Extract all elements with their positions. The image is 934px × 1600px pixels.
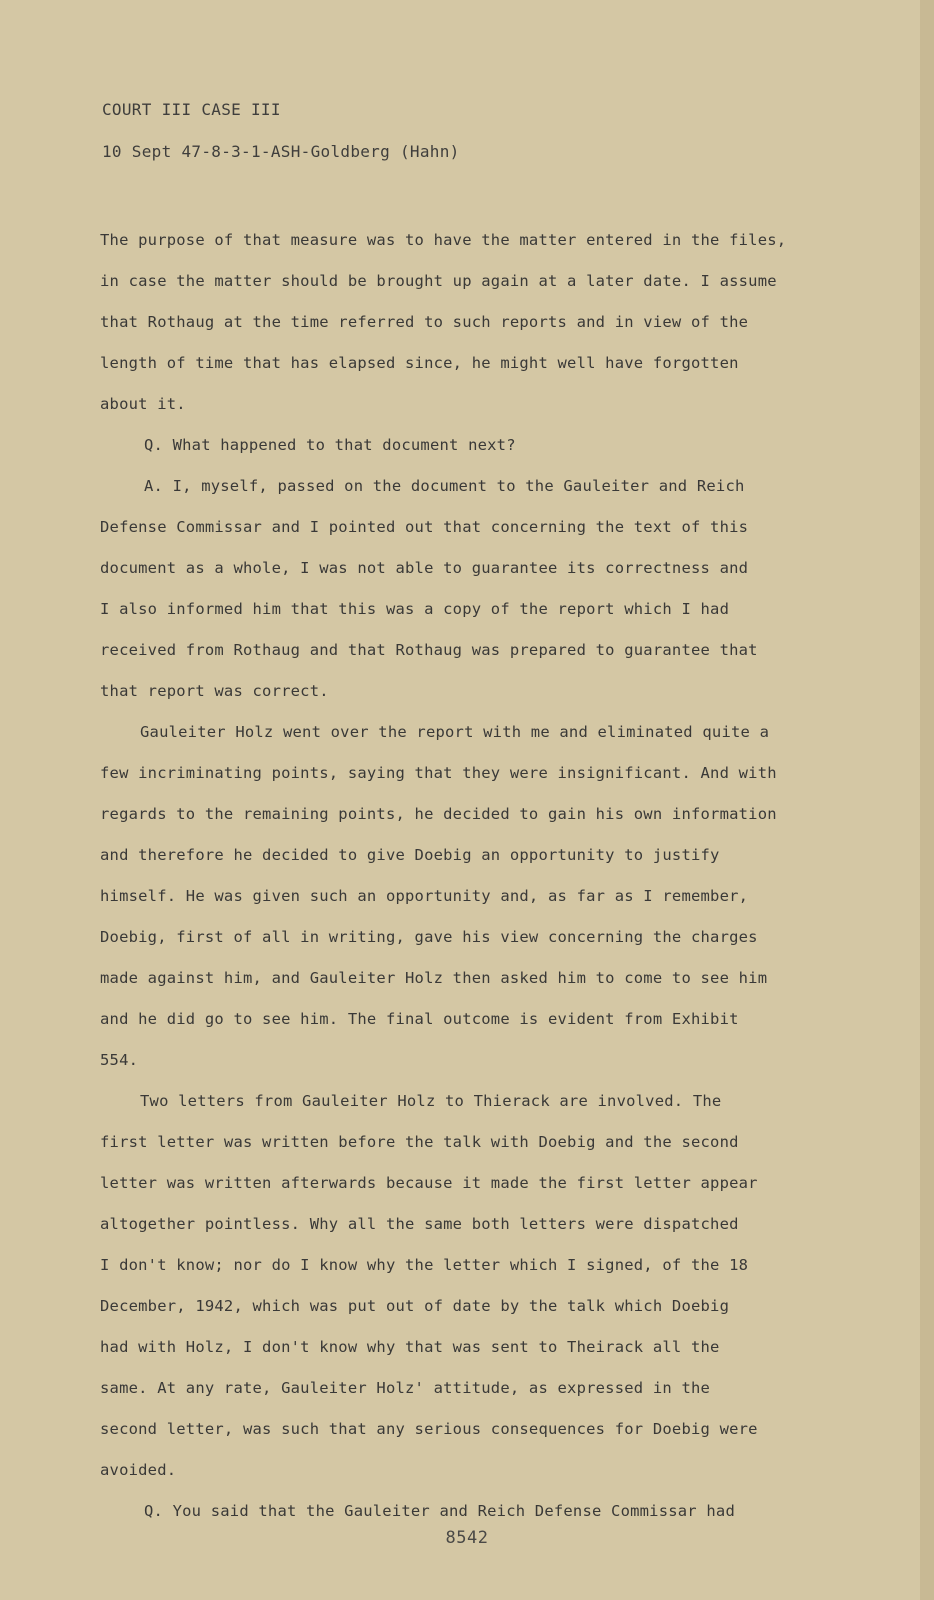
transcript-line: and he did go to see him. The final outcome is evident from Exhibit (100, 1010, 739, 1028)
transcript-line: few incriminating points, saying that they were insignificant. And with (100, 764, 777, 782)
transcript-line: himself. He was given such an opportunity and, as far as I remember, (100, 887, 749, 905)
transcript-line: avoided. (100, 1461, 177, 1479)
transcript-line: that Rothaug at the time referred to such reports and in view of the (100, 313, 749, 331)
transcript-line: made against him, and Gauleiter Holz then asked him to come to see him (100, 969, 768, 987)
transcript-line: and therefore he decided to give Doebig an opportunity to justify (100, 846, 720, 864)
transcript-line: had with Holz, I don't know why that was sent to Theirack all the (100, 1338, 720, 1356)
transcript-line: December, 1942, which was put out of date by the talk which Doebig (100, 1297, 730, 1315)
transcript-line: in case the matter should be brought up again at a later date. I assume (100, 272, 777, 290)
transcript-line: altogether pointless. Why all the same both letters were dispatched (100, 1215, 739, 1233)
answer-line: A. I, myself, passed on the document to the Gauleiter and Reich (144, 477, 745, 495)
transcript-line: I don't know; nor do I know why the letter which I signed, of the 18 (100, 1256, 749, 1274)
transcript-line: I also informed him that this was a copy of the report which I had (100, 600, 730, 618)
paragraph-start-line: Gauleiter Holz went over the report with me and eliminated quite a (140, 723, 770, 741)
transcript-line: received from Rothaug and that Rothaug was prepared to guarantee that (100, 641, 758, 659)
page-edge-shadow (920, 0, 934, 1600)
transcript-line: document as a whole, I was not able to guarantee its correctness and (100, 559, 749, 577)
session-header: 10 Sept 47-8-3-1-ASH-Goldberg (Hahn) (102, 142, 460, 161)
transcript-line: The purpose of that measure was to have the matter entered in the files, (100, 231, 787, 249)
transcript-line: that report was correct. (100, 682, 329, 700)
transcript-line: first letter was written before the talk with Doebig and the second (100, 1133, 739, 1151)
question-line: Q. You said that the Gauleiter and Reich Defense Commissar had (144, 1502, 735, 1520)
transcript-body (100, 220, 840, 1532)
transcript-line: length of time that has elapsed since, he might well have forgotten (100, 354, 739, 372)
transcript-line: about it. (100, 395, 186, 413)
transcript-line: regards to the remaining points, he decided to gain his own information (100, 805, 777, 823)
transcript-line: letter was written afterwards because it made the first letter appear (100, 1174, 758, 1192)
transcript-line: same. At any rate, Gauleiter Holz' attitude, as expressed in the (100, 1379, 711, 1397)
paragraph-start-line: Two letters from Gauleiter Holz to Thierack are involved. The (140, 1092, 722, 1110)
transcript-line: second letter, was such that any serious consequences for Doebig were (100, 1420, 758, 1438)
transcript-line: Defense Commissar and I pointed out that concerning the text of this (100, 518, 749, 536)
transcript-line: Doebig, first of all in writing, gave his view concerning the charges (100, 928, 758, 946)
court-case-header: COURT III CASE III (102, 100, 281, 119)
transcript-line: 554. (100, 1051, 139, 1069)
page-number: 8542 (445, 1528, 489, 1548)
question-line: Q. What happened to that document next? (144, 436, 516, 454)
